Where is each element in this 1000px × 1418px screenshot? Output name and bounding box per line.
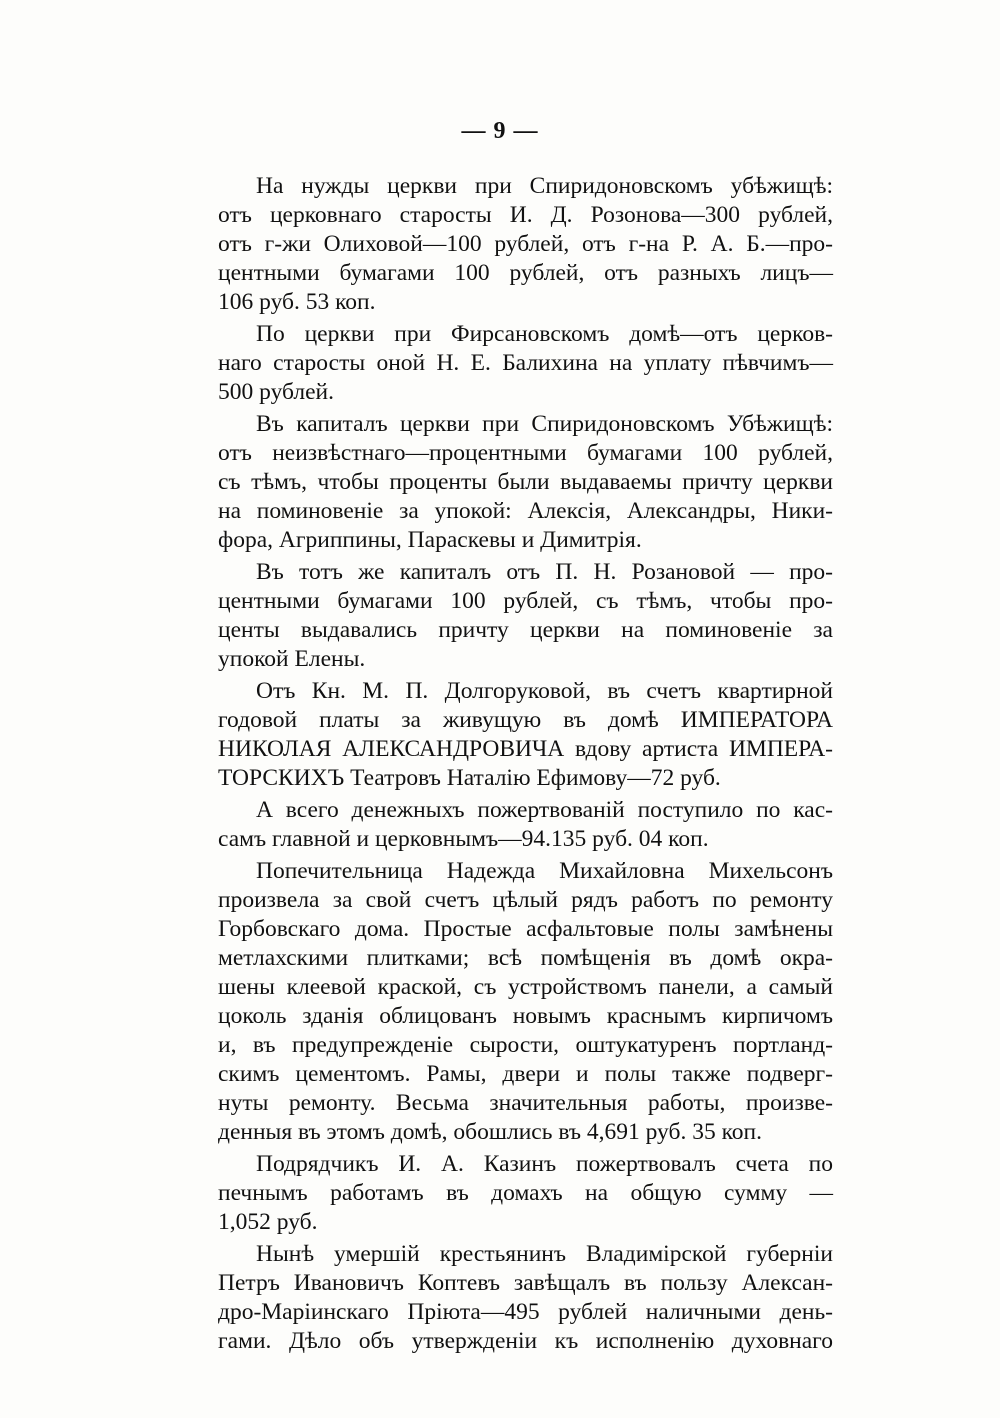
text-line: центы выдавались причту церкви на поминовеніе за — [218, 617, 833, 643]
text-line: 1,052 руб. — [218, 1209, 318, 1235]
paragraph — [218, 172, 833, 317]
text-line: центными бумагами 100 рублей, отъ разныхъ лицъ— — [218, 260, 833, 286]
text-line: наго старосты оной Н. Е. Балихина на уплату пѣвчимъ— — [218, 350, 833, 376]
paragraph — [218, 796, 833, 854]
text-line: дро-Маріинскаго Пріюта—495 рублей наличными день- — [218, 1299, 833, 1325]
text-line: самъ главной и церковнымъ—94.135 руб. 04 коп. — [218, 826, 709, 852]
text-line: упокой Елены. — [218, 646, 366, 672]
text-line: нуты ремонту. Весьма значительныя работы, произве- — [218, 1090, 833, 1116]
text-line: на поминовеніе за упокой: Алексія, Александры, Ники- — [218, 498, 833, 524]
text-line: гами. Дѣло объ утвержденіи къ исполненію духовнаго — [218, 1328, 833, 1354]
text-line: НИКОЛАЯ АЛЕКСАНДРОВИЧА вдову артиста ИМПЕРА- — [218, 736, 833, 762]
text-line: метлахскими плитками; всѣ помѣщенія въ домѣ окра- — [218, 945, 833, 971]
text-line: Горбовскаго дома. Простые асфальтовые полы замѣнены — [218, 916, 833, 942]
text-line: Попечительница Надежда Михайловна Михельсонъ — [256, 858, 833, 884]
text-line: цоколь зданія облицованъ новымъ краснымъ кирпичомъ — [218, 1003, 833, 1029]
paragraph — [218, 410, 833, 555]
text-line: отъ церковнаго старосты И. Д. Розонова—300 рублей, — [218, 202, 833, 228]
text-line: центными бумагами 100 рублей, съ тѣмъ, чтобы про- — [218, 588, 833, 614]
text-line: фора, Агриппины, Параскевы и Димитрія. — [218, 527, 642, 553]
text-line: Нынѣ умершій крестьянинъ Владимірской губерніи — [256, 1241, 833, 1267]
text-line: Въ тотъ же капиталъ отъ П. Н. Розановой — про- — [256, 559, 833, 585]
text-line: По церкви при Фирсановскомъ домѣ—отъ церков- — [256, 321, 833, 347]
text-line: На нужды церкви при Спиридоновскомъ убѣжищѣ: — [256, 173, 833, 199]
text-line: Петръ Ивановичъ Коптевъ завѣщалъ въ пользу Алексан- — [218, 1270, 833, 1296]
text-column — [218, 172, 833, 1356]
paragraph — [218, 1150, 833, 1237]
text-line: годовой платы за живущую въ домѣ ИМПЕРАТОРА — [218, 707, 833, 733]
text-line: печнымъ работамъ въ домахъ на общую сумму — — [218, 1180, 833, 1206]
paragraph — [218, 677, 833, 793]
paragraph — [218, 1240, 833, 1356]
text-line: произвела за свой счетъ цѣлый рядъ работъ по ремонту — [218, 887, 833, 913]
text-line: 500 рублей. — [218, 379, 334, 405]
text-line: ТОРСКИХЪ Театровъ Наталію Ефимову—72 руб. — [218, 765, 721, 791]
text-line: денныя въ этомъ домѣ, обошлись въ 4,691 руб. 35 коп. — [218, 1119, 762, 1145]
text-line: шены клеевой краской, съ устройствомъ панели, а самый — [218, 974, 833, 1000]
text-line: отъ г-жи Олиховой—100 рублей, отъ г-на Р. А. Б.—про- — [218, 231, 833, 257]
text-line: 106 руб. 53 коп. — [218, 289, 376, 315]
text-line: А всего денежныхъ пожертвованій поступило по кас- — [256, 797, 833, 823]
text-line: отъ неизвѣстнаго—процентными бумагами 100 рублей, — [218, 440, 833, 466]
text-line: и, въ предупрежденіе сырости, оштукатуренъ портланд- — [218, 1032, 833, 1058]
text-line: Отъ Кн. М. П. Долгоруковой, въ счетъ квартирной — [256, 678, 833, 704]
text-line: скимъ цементомъ. Рамы, двери и полы также подверг- — [218, 1061, 833, 1087]
paragraph — [218, 320, 833, 407]
text-line: съ тѣмъ, чтобы проценты были выдаваемы причту церкви — [218, 469, 833, 495]
text-line: Подрядчикъ И. А. Казинъ пожертвовалъ счета по — [256, 1151, 833, 1177]
paragraph — [218, 558, 833, 674]
paragraph — [218, 857, 833, 1147]
text-line: Въ капиталъ церкви при Спиридоновскомъ Убѣжищѣ: — [256, 411, 833, 437]
page-number: — 9 — — [461, 118, 539, 144]
